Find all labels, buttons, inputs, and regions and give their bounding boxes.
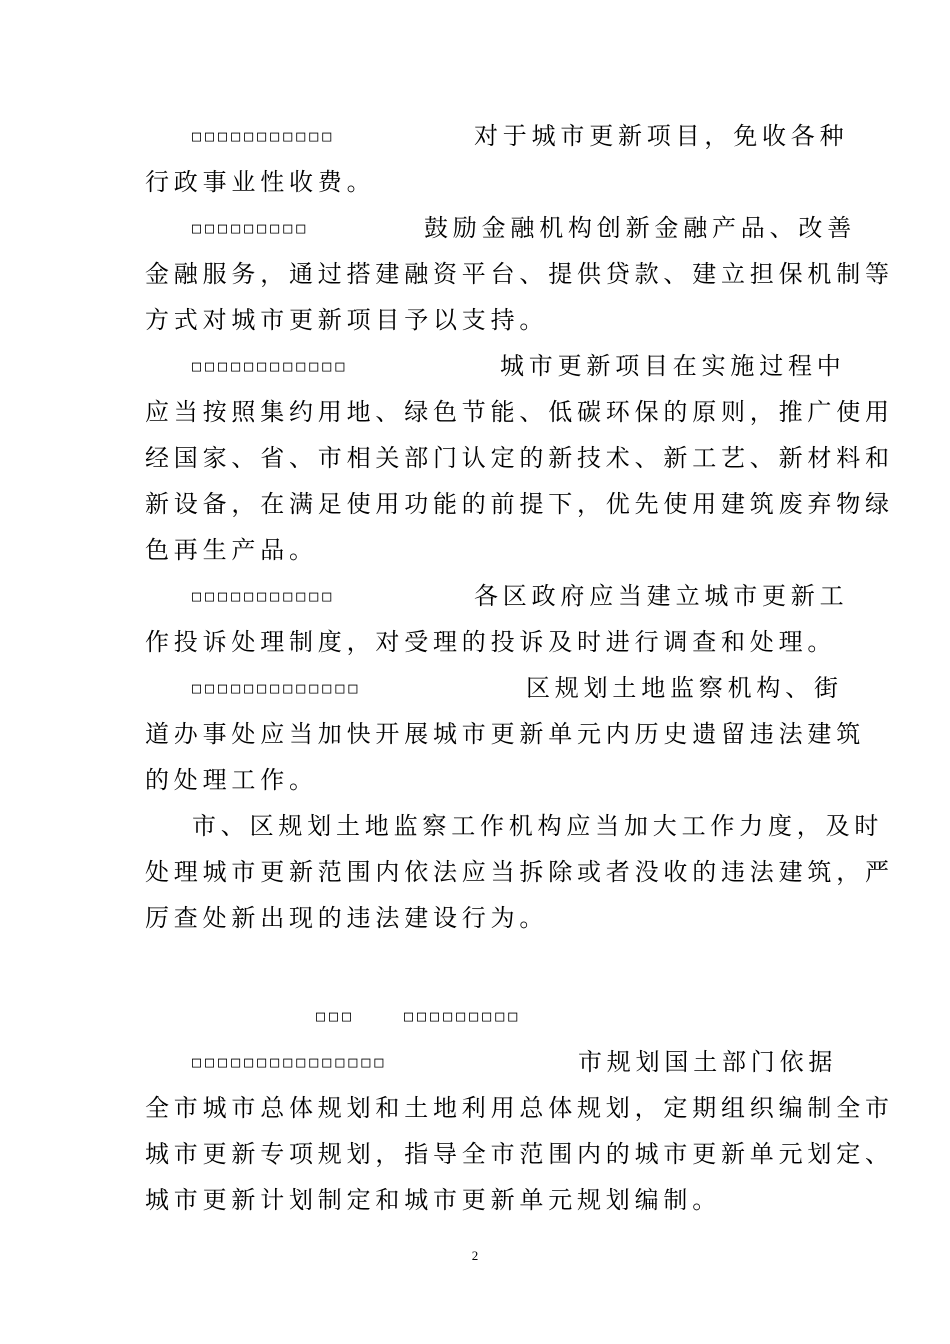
paragraph-line: 厉查处新出现的违法建设行为。 bbox=[145, 904, 549, 932]
page-number: 2 bbox=[471, 1248, 479, 1263]
article-heading: □□□□□□□□□ bbox=[192, 219, 310, 237]
section-number: □□□ bbox=[316, 1007, 356, 1025]
paragraph-line: 经国家、省、市相关部门认定的新技术、新工艺、新材料和 bbox=[145, 444, 894, 472]
article-heading: □□□□□□□□□□□□□ bbox=[192, 679, 362, 697]
paragraph-line: 金融服务，通过搭建融资平台、提供贷款、建立担保机制等 bbox=[145, 260, 894, 288]
paragraph-line: 市规划国土部门依据 bbox=[578, 1048, 838, 1076]
paragraph-line: 色再生产品。 bbox=[145, 536, 318, 564]
paragraph-line: 鼓励金融机构创新金融产品、改善 bbox=[424, 214, 856, 242]
section-name: □□□□□□□□□ bbox=[404, 1007, 522, 1025]
article-heading: □□□□□□□□□□□□□□□ bbox=[192, 1053, 388, 1071]
paragraph-line: 全市城市总体规划和土地利用总体规划，定期组织编制全市 bbox=[145, 1094, 894, 1122]
paragraph-line: 行政事业性收费。 bbox=[145, 168, 376, 196]
paragraph-line: 方式对城市更新项目予以支持。 bbox=[145, 306, 549, 334]
paragraph-line: 的处理工作。 bbox=[145, 766, 318, 794]
paragraph-line: 市、区规划土地监察工作机构应当加大工作力度，及时 bbox=[192, 812, 884, 840]
article-heading: □□□□□□□□□□□ bbox=[192, 587, 336, 605]
article-heading: □□□□□□□□□□□□ bbox=[192, 357, 349, 375]
paragraph-line: 作投诉处理制度，对受理的投诉及时进行调查和处理。 bbox=[145, 628, 837, 656]
paragraph-line: 各区政府应当建立城市更新工 bbox=[474, 582, 849, 610]
paragraph-line: 城市更新项目在实施过程中 bbox=[500, 352, 846, 380]
paragraph-line: 道办事处应当加快开展城市更新单元内历史遗留违法建筑 bbox=[145, 720, 865, 748]
paragraph-line: 处理城市更新范围内依法应当拆除或者没收的违法建筑，严 bbox=[145, 858, 894, 886]
article-heading: □□□□□□□□□□□ bbox=[192, 127, 336, 145]
paragraph-line: 新设备，在满足使用功能的前提下，优先使用建筑废弃物绿 bbox=[145, 490, 894, 518]
paragraph-line: 城市更新专项规划，指导全市范围内的城市更新单元划定、 bbox=[145, 1140, 894, 1168]
paragraph-line: 城市更新计划制定和城市更新单元规划编制。 bbox=[145, 1186, 721, 1214]
paragraph-line: 应当按照集约用地、绿色节能、低碳环保的原则，推广使用 bbox=[145, 398, 894, 426]
paragraph-line: 区规划土地监察机构、街 bbox=[526, 674, 843, 702]
paragraph-line: 对于城市更新项目，免收各种 bbox=[474, 122, 849, 150]
